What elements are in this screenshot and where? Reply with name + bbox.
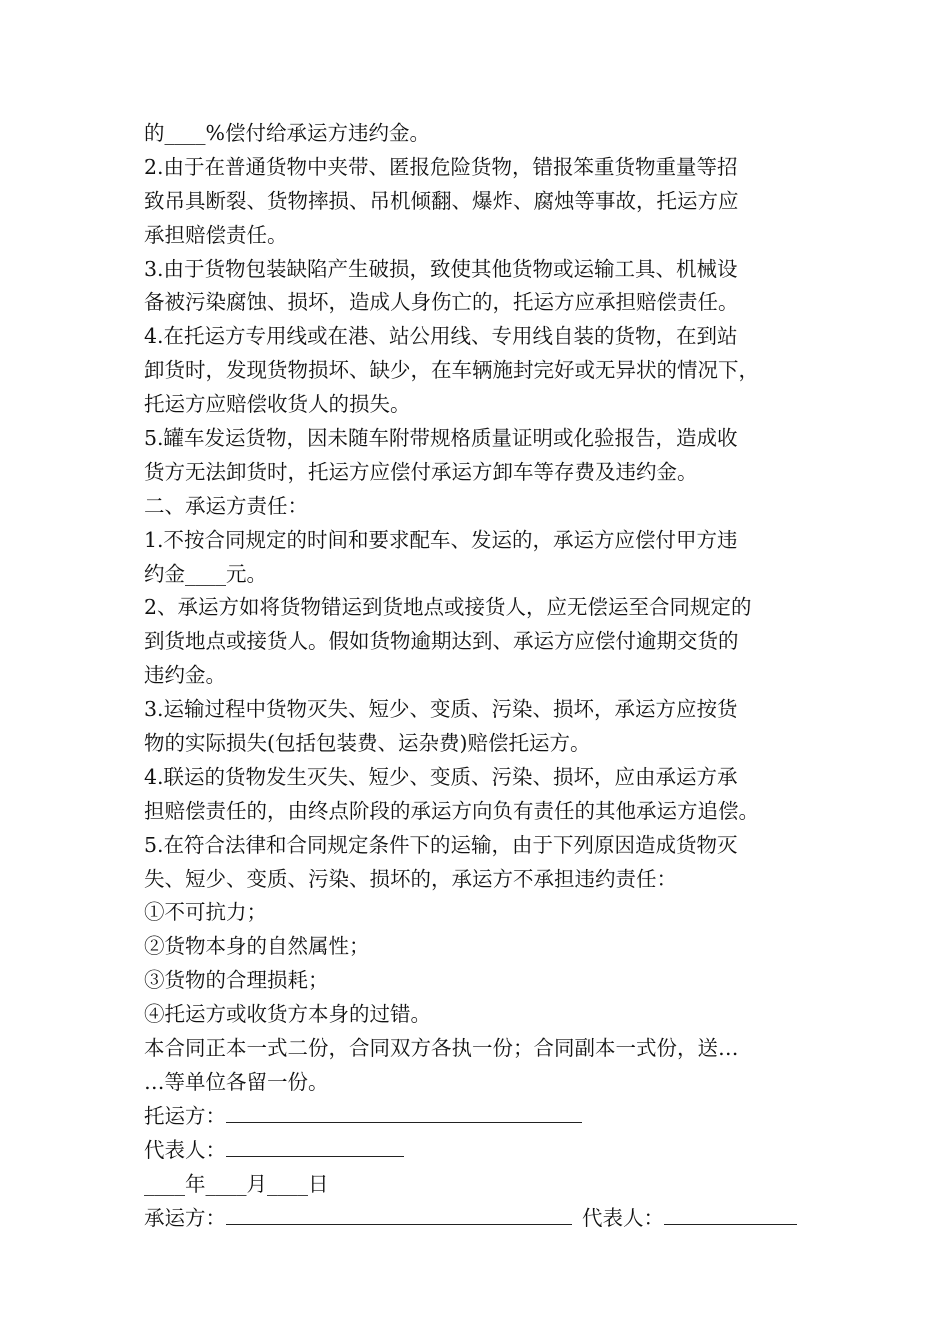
text-line: 5.在符合法律和合同规定条件下的运输，由于下列原因造成货物灭	[144, 832, 738, 857]
text-line: …等单位各留一份。	[144, 1069, 329, 1094]
text-line: 承担赔偿责任。	[144, 222, 288, 247]
carrier-representative-label: 代表人：	[582, 1205, 664, 1230]
text-line: 致吊具断裂、货物摔损、吊机倾翻、爆炸、腐烛等事故，托运方应	[144, 188, 739, 213]
representative-label: 代表人：	[144, 1137, 226, 1162]
text-line: 约金____元。	[144, 561, 267, 586]
text-line: 5.罐车发运货物，因未随车附带规格质量证明或化验报告，造成收	[144, 426, 738, 451]
text-line: 4.在托运方专用线或在港、站公用线、专用线自装的货物，在到站	[144, 324, 738, 349]
text-line: 2.由于在普通货物中夹带、匿报危险货物，错报笨重货物重量等招	[144, 154, 738, 179]
text-line: 4.联运的货物发生灭失、短少、变质、污染、损坏，应由承运方承	[144, 764, 738, 789]
text-line: 物的实际损失(包括包装费、运杂费)赔偿托运方。	[144, 731, 591, 756]
text-line: 的____%偿付给承运方违约金。	[144, 121, 430, 145]
representative-signature-row	[144, 1134, 814, 1168]
list-item: ②货物本身的自然属性；	[144, 934, 370, 959]
list-item: ①不可抗力；	[144, 900, 267, 925]
text-line: 3.运输过程中货物灭失、短少、变质、污染、损坏，承运方应按货	[144, 697, 738, 722]
text-line: 2、承运方如将货物错运到货地点或接货人，应无偿运至合同规定的	[144, 595, 752, 620]
list-item: ④托运方或收货方本身的过错。	[144, 1002, 431, 1027]
text-line: 卸货时，发现货物损坏、缺少，在车辆施封完好或无异状的情况下，	[144, 358, 759, 383]
text-line: 违约金。	[144, 663, 226, 688]
text-line: 托运方应赔偿收货人的损失。	[144, 392, 411, 417]
text-line: 1.不按合同规定的时间和要求配车、发运的，承运方应偿付甲方违	[144, 527, 738, 552]
shipper-signature-blank[interactable]	[226, 1100, 582, 1123]
contract-page	[144, 117, 814, 1235]
text-line: 失、短少、变质、污染、损坏的，承运方不承担违约责任：	[144, 866, 677, 891]
representative-signature-blank[interactable]	[226, 1134, 404, 1157]
text-line: 备被污染腐蚀、损坏，造成人身伤亡的，托运方应承担赔偿责任。	[144, 290, 739, 315]
text-line: 担赔偿责任的，由终点阶段的承运方向负有责任的其他承运方追偿。	[144, 798, 759, 823]
date-line: ____年____月____日	[144, 1171, 329, 1196]
list-item: ③货物的合理损耗；	[144, 968, 329, 993]
carrier-signature-row	[144, 1202, 814, 1236]
carrier-representative-blank[interactable]	[664, 1202, 797, 1225]
shipper-label: 托运方：	[144, 1103, 226, 1128]
carrier-label: 承运方：	[144, 1205, 226, 1230]
section-heading: 二、承运方责任：	[144, 493, 308, 518]
text-line: 本合同正本一式二份，合同双方各执一份；合同副本一式份，送…	[144, 1036, 739, 1061]
text-line: 货方无法卸货时，托运方应偿付承运方卸车等存费及违约金。	[144, 459, 698, 484]
text-line: 到货地点或接货人。假如货物逾期达到、承运方应偿付逾期交货的	[144, 629, 739, 654]
text-line: 3.由于货物包装缺陷产生破损，致使其他货物或运输工具、机械设	[144, 256, 738, 281]
shipper-signature-row	[144, 1100, 814, 1134]
carrier-signature-blank[interactable]	[226, 1202, 572, 1225]
